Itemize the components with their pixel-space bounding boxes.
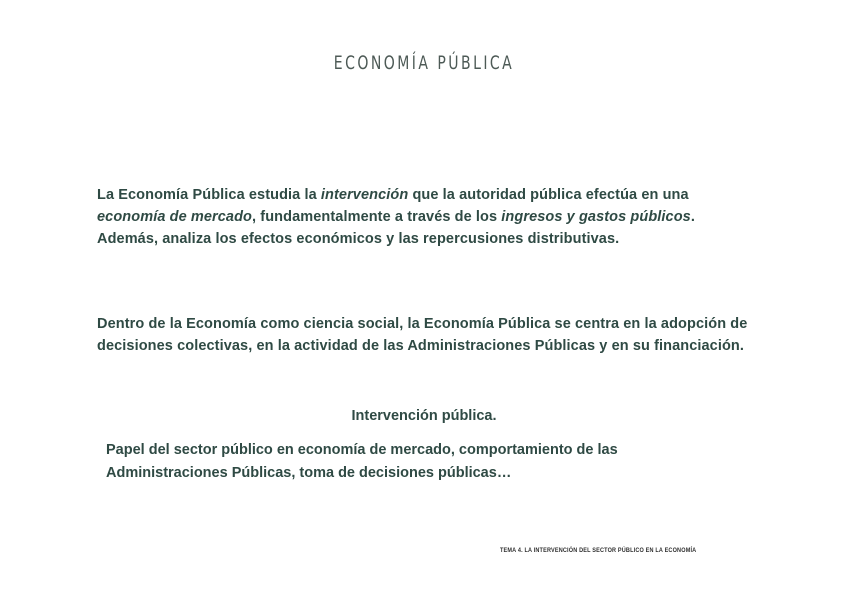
intro-text-1: La Economía Pública estudia la [97, 187, 321, 203]
intro-paragraph [97, 184, 757, 250]
page-title: ECONOMÍA PÚBLICA [333, 52, 515, 74]
intro-text-3: , fundamentalmente a través de los [252, 209, 502, 225]
intro-text-2: que la autoridad pública efectúa en una [408, 187, 689, 203]
section-subheading: Intervención pública. [351, 408, 497, 424]
section-description: Papel del sector público en economía de mercado, comportamiento de las Administraciones Públicas, toma de decisiones públicas… [106, 442, 618, 481]
intro-emphasis-economia-mercado: economía de mercado [97, 209, 253, 225]
page-footer: TEMA 4. LA INTERVENCIÓN DEL SECTOR PÚBLICO EN LA ECONOMÍA [500, 547, 697, 554]
intro-text-4: . Además, analiza los efectos económicos y las repercusiones distributivas. [97, 209, 695, 247]
focus-paragraph: Dentro de la Economía como ciencia social, la Economía Pública se centra en la adopción de decisiones colectivas, en la actividad de las Administraciones Públicas y en su financiación. [97, 316, 748, 354]
intro-emphasis-intervencion: intervención [320, 187, 409, 203]
intro-emphasis-ingresos-gastos: ingresos y gastos públicos [501, 209, 691, 225]
